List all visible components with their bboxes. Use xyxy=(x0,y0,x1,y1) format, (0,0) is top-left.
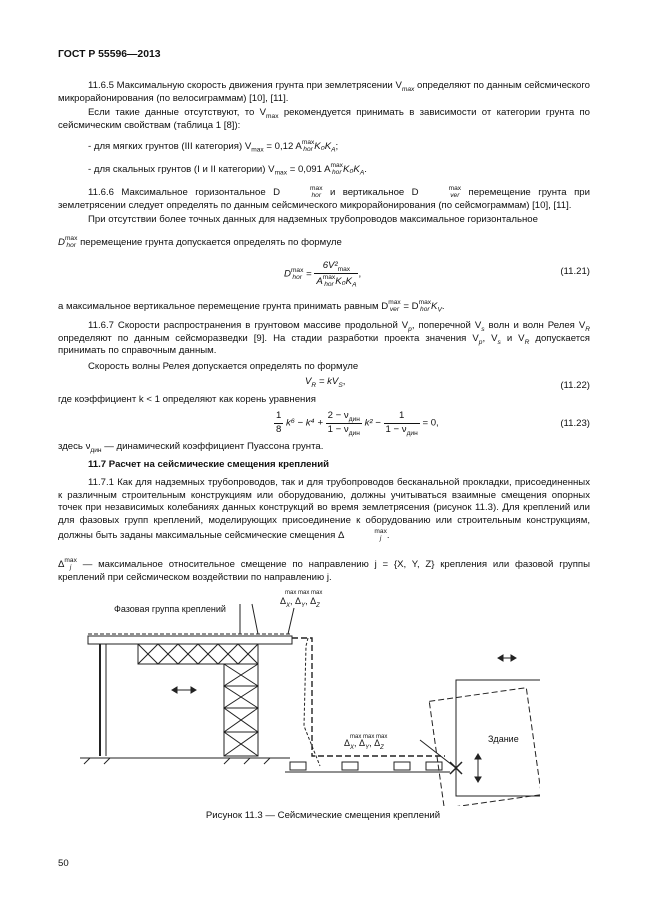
figure-delta-top: $\Delta_X$, $\Delta_Y$, $\Delta_Z$ xyxy=(280,596,320,609)
paragraph-poisson: здесь $\nu_{дин}$ — динамический коэффициент Пуассона грунта. xyxy=(58,441,324,454)
paragraph-rayleigh: Скорость волны Релея допускается определять по формуле xyxy=(88,361,359,372)
pipeline-deck xyxy=(88,636,292,644)
equation-11-23: $\frac{1}{8}$ k⁶ − k⁴ + $\frac{2 - \nu_{дин}}{1 - \nu_{дин}}$ k² − $\frac{1}{1 - \nu_{дин}}$ = 0, (11.23) xyxy=(276,410,590,437)
lattice-tower xyxy=(224,664,258,756)
equation-number: (11.23) xyxy=(560,418,590,429)
document-header: ГОСТ Р 55596—2013 xyxy=(58,49,161,60)
figure-seismic-displacements xyxy=(80,586,540,806)
paragraph-vertical-displacement: а максимальное вертикальное перемещение грунта принимать равным D max ver = D max hor $K_V$. xyxy=(58,299,445,314)
ground-hatch xyxy=(84,758,270,764)
paragraph-11-6-7: 11.6.7 Скорости распространения в грунтовом массиве продольной $V_p$, поперечной $V_s$ волн и волн Релея $V_R$ определяют по данным сейсморазведки [9]. На стадии разработки проекта значения $V_p$, $V_s$ и $V_R$ допускается принимать по справочным данным. xyxy=(58,320,590,357)
page-number: 50 xyxy=(58,858,69,869)
building-displaced xyxy=(429,688,540,806)
paragraph-coefficient-k: где коэффициент k < 1 определяют как корень уравнения xyxy=(58,394,316,405)
equation-11-21: D max hor = $6V^2_{max}$ A max hor $K_0K_A$ , (11.21) xyxy=(284,260,590,289)
equation-11-22: $V_R = kV_S$, (11.22) xyxy=(305,376,590,391)
building-arrow-horizontal xyxy=(498,655,516,661)
paragraph-11-6-6: 11.6.6 Максимальное горизонтальное D max hor и вертикальное D max ver перемещение грунта при землетрясении следует определять по данным сейсмического микрорайонирования (по сейсмограммам) [10], [11]. xyxy=(58,185,590,211)
paragraph-no-precise-data: При отсутствии более точных данных для надземных трубопроводов максимальное горизонтальное xyxy=(88,214,538,225)
paragraph-no-data: Если такие данные отсутствуют, то $V_{max}$ рекомендуется принимать в зависимости от категории грунта по сейсмическим свойствам (таблица 1 [8]): xyxy=(58,107,590,131)
equation-number: (11.22) xyxy=(560,380,590,391)
paragraph-11-6-5: 11.6.5 Максимальную скорость движения грунта при землетрясении $V_{max}$ определяют по данным сейсмического микрорайонирования (по велосиграммам) [10], [11]. xyxy=(58,80,590,104)
figure-delta-building: $\Delta_X$, $\Delta_Y$, $\Delta_Z$ xyxy=(344,738,384,751)
paragraph-11-7-1: 11.7.1 Как для надземных трубопроводов, так и для трубопроводов бесканальной прокладки, присоединенных к различным строительным конструкциям или оборудованию, должны учитываться взаимные смещения опорных точек при независимых колебаниях данных конструкций во время землетрясения (рисунок 11.3). Для креплений или для фазовых групп креплений, моделирующих присоединение к оборудованию или строительным конструкциям, должны быть заданы максимальные сейсмические смещения Δ max j . xyxy=(58,477,590,542)
figure-label-building: Здание xyxy=(488,734,519,744)
equation-number: (11.21) xyxy=(560,266,590,277)
building-arrow-vertical xyxy=(475,754,481,782)
bullet-soft-soil: - для мягких грунтов (III категория) $V_{max} = 0,12$ A max hor $K_0K_A$; xyxy=(88,139,339,154)
truss xyxy=(138,644,258,664)
paragraph-formula-intro: D max hor перемещение грунта допускается определять по формуле xyxy=(58,235,342,250)
figure-label-phase-group: Фазовая группа креплений xyxy=(114,604,226,614)
bullet-rock-soil: - для скальных грунтов (I и II категории) $V_{max} = 0,091$ A max hor $K_0K_A$. xyxy=(88,162,367,177)
figure-max-building: max max max xyxy=(350,734,388,740)
figure-max-top: max max max xyxy=(285,590,323,596)
section-heading-11-7: 11.7 Расчет на сейсмические смещения креплений xyxy=(88,459,329,470)
pipe-supports xyxy=(285,762,450,772)
horizontal-arrow-left xyxy=(172,687,196,693)
paragraph-delta-definition: Δ max j — максимальное относительное смещение по направлению j = {X, Y, Z} крепления или фазовой группы креплений при сейсмическом воздействии по направлению j. xyxy=(58,557,591,583)
figure-caption: Рисунок 11.3 — Сейсмические смещения креплений xyxy=(205,810,441,821)
